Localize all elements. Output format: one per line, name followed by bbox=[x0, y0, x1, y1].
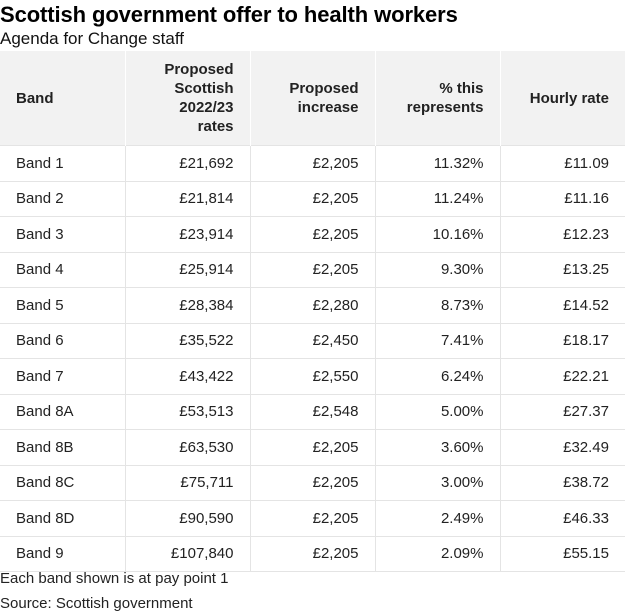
cell-increase: £2,205 bbox=[250, 430, 375, 466]
cell-hourly-rate: £11.16 bbox=[500, 181, 625, 217]
cell-band: Band 2 bbox=[0, 181, 125, 217]
cell-increase: £2,205 bbox=[250, 252, 375, 288]
cell-percent: 9.30% bbox=[375, 252, 500, 288]
cell-hourly-rate: £22.21 bbox=[500, 359, 625, 395]
cell-increase: £2,205 bbox=[250, 501, 375, 537]
cell-hourly-rate: £46.33 bbox=[500, 501, 625, 537]
cell-percent: 5.00% bbox=[375, 394, 500, 430]
cell-annual-rate: £28,384 bbox=[125, 288, 250, 324]
pay-table bbox=[0, 51, 625, 572]
cell-percent: 11.24% bbox=[375, 181, 500, 217]
table-row bbox=[0, 288, 625, 324]
cell-increase: £2,550 bbox=[250, 359, 375, 395]
cell-annual-rate: £21,692 bbox=[125, 146, 250, 182]
cell-band: Band 1 bbox=[0, 146, 125, 182]
table-row bbox=[0, 430, 625, 466]
table-header bbox=[0, 51, 625, 146]
cell-percent: 7.41% bbox=[375, 323, 500, 359]
cell-annual-rate: £53,513 bbox=[125, 394, 250, 430]
header-row bbox=[0, 51, 625, 146]
table-body bbox=[0, 146, 625, 572]
cell-percent: 2.49% bbox=[375, 501, 500, 537]
cell-increase: £2,205 bbox=[250, 536, 375, 572]
cell-band: Band 8D bbox=[0, 501, 125, 537]
source-credit: Source: Scottish government bbox=[0, 595, 193, 612]
cell-band: Band 8C bbox=[0, 465, 125, 501]
column-header-annual-rate: Proposed Scottish 2022/23 rates bbox=[125, 51, 250, 146]
cell-hourly-rate: £12.23 bbox=[500, 217, 625, 253]
cell-band: Band 6 bbox=[0, 323, 125, 359]
column-header-band: Band bbox=[0, 51, 125, 146]
cell-percent: 2.09% bbox=[375, 536, 500, 572]
table-row bbox=[0, 394, 625, 430]
cell-annual-rate: £21,814 bbox=[125, 181, 250, 217]
cell-hourly-rate: £55.15 bbox=[500, 536, 625, 572]
column-header-percent: % this represents bbox=[375, 51, 500, 146]
cell-hourly-rate: £27.37 bbox=[500, 394, 625, 430]
cell-percent: 3.00% bbox=[375, 465, 500, 501]
cell-percent: 6.24% bbox=[375, 359, 500, 395]
cell-band: Band 3 bbox=[0, 217, 125, 253]
table-row bbox=[0, 323, 625, 359]
table-row bbox=[0, 465, 625, 501]
chart-title: Scottish government offer to health workers bbox=[0, 2, 458, 27]
footnote: Each band shown is at pay point 1 bbox=[0, 570, 229, 587]
chart-subtitle: Agenda for Change staff bbox=[0, 29, 184, 48]
cell-hourly-rate: £18.17 bbox=[500, 323, 625, 359]
cell-annual-rate: £23,914 bbox=[125, 217, 250, 253]
cell-band: Band 8B bbox=[0, 430, 125, 466]
table-row bbox=[0, 501, 625, 537]
table-row bbox=[0, 536, 625, 572]
cell-annual-rate: £43,422 bbox=[125, 359, 250, 395]
cell-percent: 8.73% bbox=[375, 288, 500, 324]
cell-band: Band 9 bbox=[0, 536, 125, 572]
cell-band: Band 7 bbox=[0, 359, 125, 395]
cell-hourly-rate: £14.52 bbox=[500, 288, 625, 324]
table-row bbox=[0, 146, 625, 182]
cell-annual-rate: £107,840 bbox=[125, 536, 250, 572]
cell-annual-rate: £63,530 bbox=[125, 430, 250, 466]
cell-band: Band 8A bbox=[0, 394, 125, 430]
cell-hourly-rate: £32.49 bbox=[500, 430, 625, 466]
table-row bbox=[0, 181, 625, 217]
cell-percent: 11.32% bbox=[375, 146, 500, 182]
cell-increase: £2,548 bbox=[250, 394, 375, 430]
cell-increase: £2,205 bbox=[250, 146, 375, 182]
cell-hourly-rate: £11.09 bbox=[500, 146, 625, 182]
table-row bbox=[0, 252, 625, 288]
cell-annual-rate: £75,711 bbox=[125, 465, 250, 501]
table-row bbox=[0, 359, 625, 395]
cell-increase: £2,205 bbox=[250, 465, 375, 501]
cell-band: Band 5 bbox=[0, 288, 125, 324]
cell-increase: £2,280 bbox=[250, 288, 375, 324]
cell-percent: 3.60% bbox=[375, 430, 500, 466]
table-row bbox=[0, 217, 625, 253]
cell-increase: £2,450 bbox=[250, 323, 375, 359]
cell-hourly-rate: £38.72 bbox=[500, 465, 625, 501]
cell-percent: 10.16% bbox=[375, 217, 500, 253]
cell-increase: £2,205 bbox=[250, 217, 375, 253]
cell-increase: £2,205 bbox=[250, 181, 375, 217]
cell-hourly-rate: £13.25 bbox=[500, 252, 625, 288]
cell-annual-rate: £35,522 bbox=[125, 323, 250, 359]
column-header-hourly-rate: Hourly rate bbox=[500, 51, 625, 146]
cell-band: Band 4 bbox=[0, 252, 125, 288]
column-header-increase: Proposed increase bbox=[250, 51, 375, 146]
cell-annual-rate: £25,914 bbox=[125, 252, 250, 288]
cell-annual-rate: £90,590 bbox=[125, 501, 250, 537]
